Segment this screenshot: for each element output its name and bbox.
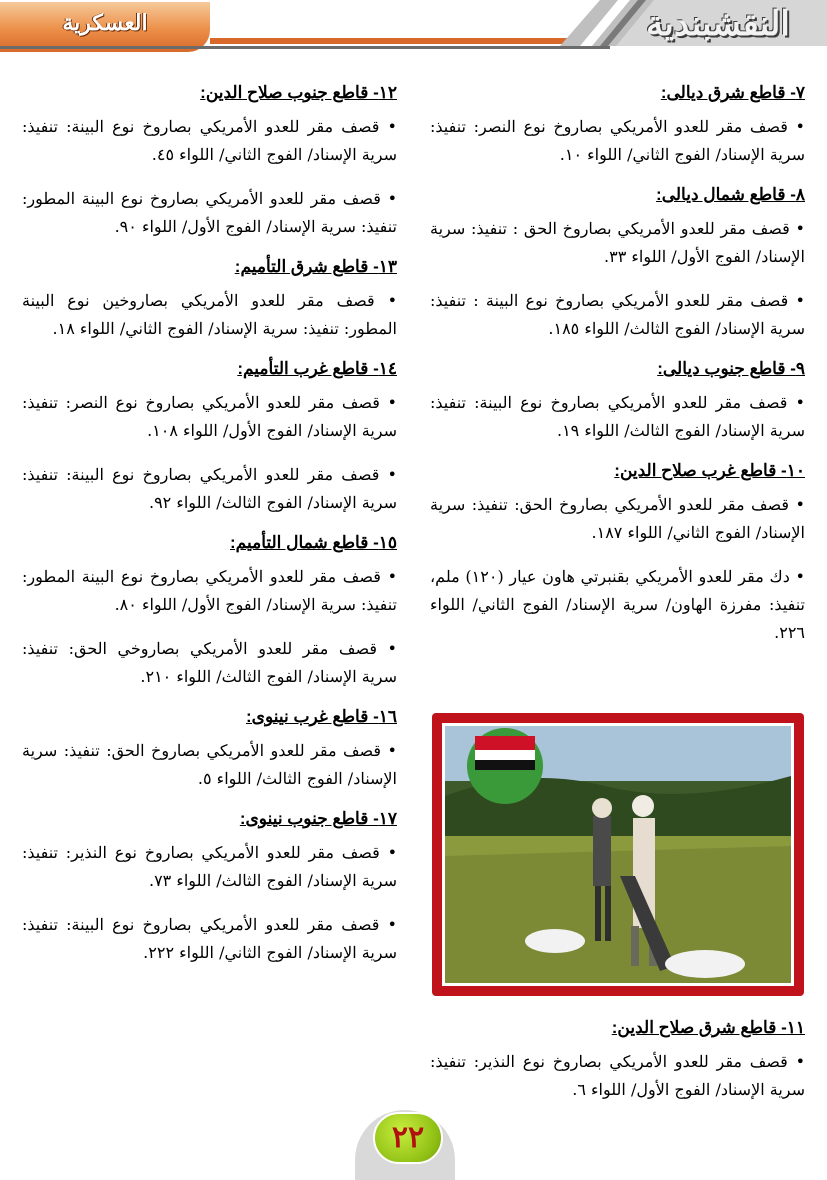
right-column	[430, 75, 805, 663]
section-heading: ١٦- قاطع غرب نينوى:	[246, 707, 397, 726]
section-heading: ١٠- قاطع غرب صلاح الدين:	[614, 461, 805, 480]
section-heading: ٨- قاطع شمال ديالى:	[656, 185, 805, 204]
page-header	[0, 0, 827, 70]
section-heading: ١٤- قاطع غرب التأميم:	[237, 359, 397, 378]
report-item: • قصف مقر للعدو الأمريكي بصاروخين نوع البينة المطور: تنفيذ: سرية الإسناد/ الفوج الثاني/ اللواء ١٨.	[22, 287, 397, 343]
report-item: • قصف مقر للعدو الأمريكي بصاروخ نوع النصر: تنفيذ: سرية الإسناد/ الفوج الثاني/ اللواء ١٠.	[430, 113, 805, 169]
section-heading: ٩- قاطع جنوب ديالى:	[657, 359, 805, 378]
report-item: • قصف مقر للعدو الأمريكي بصاروخ نوع البينة المطور: تنفيذ: سرية الإسناد/ الفوج الأول/ اللواء ٨٠.	[22, 563, 397, 619]
right-column-bottom	[430, 1010, 805, 1120]
photo-frame	[432, 713, 804, 996]
section-heading: ٧- قاطع شرق ديالى:	[660, 83, 805, 102]
report-item: • قصف مقر للعدو الأمريكي بصاروخ الحق: تنفيذ: سرية الإسناد/ الفوج الثاني/ اللواء ١٨٧.	[430, 491, 805, 547]
report-item: • قصف مقر للعدو الأمريكي بصاروخ نوع البينة: تنفيذ: سرية الإسناد/ الفوج الثاني/ اللواء ٤٥.	[22, 113, 397, 169]
photo	[442, 723, 794, 986]
section-title: العسكرية	[62, 10, 148, 36]
report-item: • قصف مقر للعدو الأمريكي بصاروخي الحق: تنفيذ: سرية الإسناد/ الفوج الثالث/ اللواء ٢١٠.	[22, 635, 397, 691]
report-item: • قصف مقر للعدو الأمريكي بصاروخ الحق: تنفيذ: سرية الإسناد/ الفوج الثالث/ اللواء ٥.	[22, 737, 397, 793]
report-item: • قصف مقر للعدو الأمريكي بصاروخ نوع البينة: تنفيذ: سرية الإسناد/ الفوج الثالث/ اللواء ١٩.	[430, 389, 805, 445]
report-item: • قصف مقر للعدو الأمريكي بصاروخ نوع البينة: تنفيذ: سرية الإسناد/ الفوج الثاني/ اللواء ٢٢٢.	[22, 911, 397, 967]
photo-mortar-team-image	[445, 726, 791, 983]
header-stripe	[210, 38, 610, 44]
magazine-title: النقشبندية	[646, 4, 790, 44]
section-heading: ١١- قاطع شرق صلاح الدين:	[611, 1018, 805, 1037]
header-rule	[0, 46, 610, 49]
report-item: • قصف مقر للعدو الأمريكي بصاروخ نوع النذير: تنفيذ: سرية الإسناد/ الفوج الثالث/ اللواء ٧٣.	[22, 839, 397, 895]
report-item: • دك مقر للعدو الأمريكي بقنبرتي هاون عيار (١٢٠) ملم، تنفيذ: مفرزة الهاون/ سرية الإسناد/ الفوج الثاني/ اللواء ٢٢٦.	[430, 563, 805, 647]
report-item: • قصف مقر للعدو الأمريكي بصاروخ نوع البينة المطور: تنفيذ: سرية الإسناد/ الفوج الأول/ اللواء ٩٠.	[22, 185, 397, 241]
section-heading: ١٢- قاطع جنوب صلاح الدين:	[200, 83, 397, 102]
report-item: • قصف مقر للعدو الأمريكي بصاروخ الحق : تنفيذ: سرية الإسناد/ الفوج الأول/ اللواء ٣٣.	[430, 215, 805, 271]
report-item: • قصف مقر للعدو الأمريكي بصاروخ نوع البينة : تنفيذ: سرية الإسناد/ الفوج الثالث/ اللواء ١٨٥.	[430, 287, 805, 343]
page-number: ٢٢	[373, 1112, 443, 1164]
left-column	[22, 75, 397, 983]
section-heading: ١٣- قاطع شرق التأميم:	[234, 257, 397, 276]
report-item: • قصف مقر للعدو الأمريكي بصاروخ نوع البينة: تنفيذ: سرية الإسناد/ الفوج الثالث/ اللواء ٩٢.	[22, 461, 397, 517]
section-heading: ١٧- قاطع جنوب نينوى:	[239, 809, 397, 828]
report-item: • قصف مقر للعدو الأمريكي بصاروخ نوع النذير: تنفيذ: سرية الإسناد/ الفوج الأول/ اللواء ٦.	[430, 1048, 805, 1104]
report-item: • قصف مقر للعدو الأمريكي بصاروخ نوع النصر: تنفيذ: سرية الإسناد/ الفوج الأول/ اللواء ١٠٨.	[22, 389, 397, 445]
section-heading: ١٥- قاطع شمال التأميم:	[229, 533, 397, 552]
